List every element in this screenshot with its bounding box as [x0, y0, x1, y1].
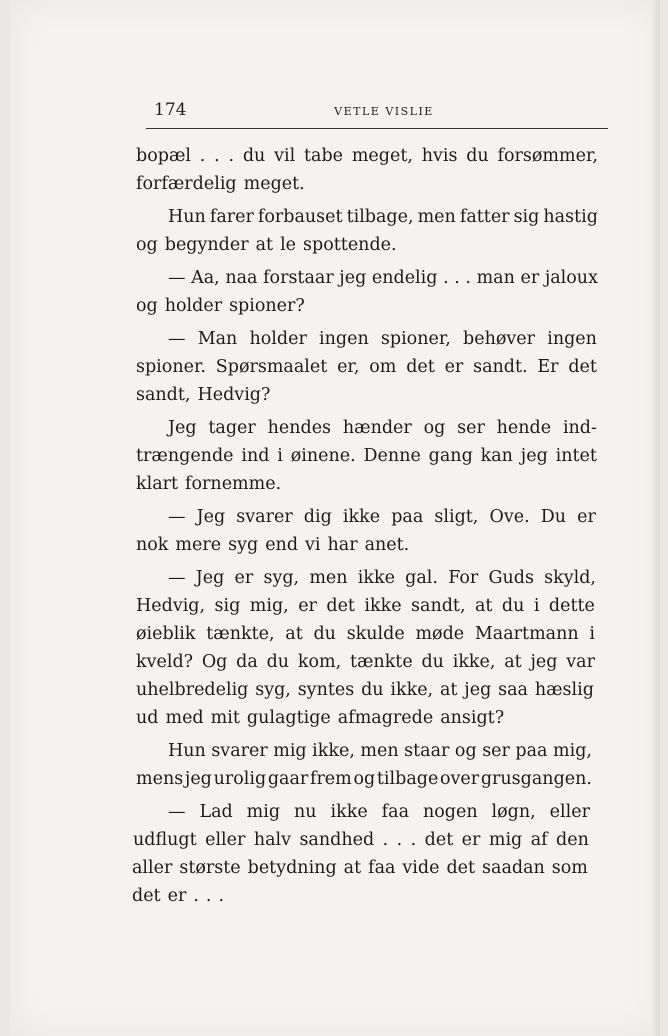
text-line: Jeg tager hendes hænder og ser hende ind-: [168, 418, 597, 438]
text-line: mens jeg urolig gaar frem og tilbage over grusgangen.: [136, 769, 592, 789]
running-title: VETLE VISLIE: [334, 105, 434, 118]
book-page: [10, 0, 660, 1036]
text-line: — Aa, naa forstaar jeg endelig . . . man er jaloux: [168, 268, 598, 288]
text-line: — Man holder ingen spioner, behøver ingen: [168, 329, 597, 349]
text-line: klart fornemme.: [136, 474, 282, 494]
text-line: — Lad mig nu ikke faa nogen løgn, eller: [168, 802, 590, 822]
text-line: trængende ind i øinene. Denne gang kan jeg intet: [136, 446, 597, 466]
text-line: uhelbredelig syg, syntes du ikke, at jeg saa hæslig: [136, 680, 594, 700]
text-line: forfærdelig meget.: [136, 174, 305, 194]
text-line: — Jeg er syg, men ikke gal. For Guds skyld,: [168, 568, 596, 588]
text-line: nok mere syg end vi har anet.: [136, 535, 410, 555]
page-edge: [652, 0, 660, 1036]
text-line: sandt, Hedvig?: [136, 385, 271, 405]
text-line: udflugt eller halv sandhed . . . det er mig af den: [133, 830, 589, 850]
text-line: og begynder at le spottende.: [136, 235, 397, 255]
text-line: bopæl . . . du vil tabe meget, hvis du forsømmer,: [136, 146, 598, 166]
header-rule: [146, 128, 608, 129]
text-line: — Jeg svarer dig ikke paa sligt, Ove. Du er: [168, 507, 596, 527]
text-line: spioner. Spørsmaalet er, om det er sandt. Er det: [136, 357, 597, 377]
text-line: kveld? Og da du kom, tænkte du ikke, at jeg var: [136, 652, 595, 672]
page-number: 174: [154, 100, 187, 120]
text-line: aller største betydning at faa vide det saadan som: [132, 858, 588, 878]
text-line: Hun farer forbauset tilbage, men fatter sig hastig: [168, 207, 598, 227]
text-line: øieblik tænkte, at du skulde møde Maartmann i: [136, 624, 595, 644]
text-line: det er . . .: [132, 886, 225, 906]
page-header: [146, 100, 608, 124]
text-line: Hun svarer mig ikke, men staar og ser paa mig,: [168, 741, 592, 761]
text-line: og holder spioner?: [136, 296, 305, 316]
text-line: ud med mit gulagtige afmagrede ansigt?: [136, 708, 505, 728]
text-line: Hedvig, sig mig, er det ikke sandt, at du i dette: [136, 596, 595, 616]
